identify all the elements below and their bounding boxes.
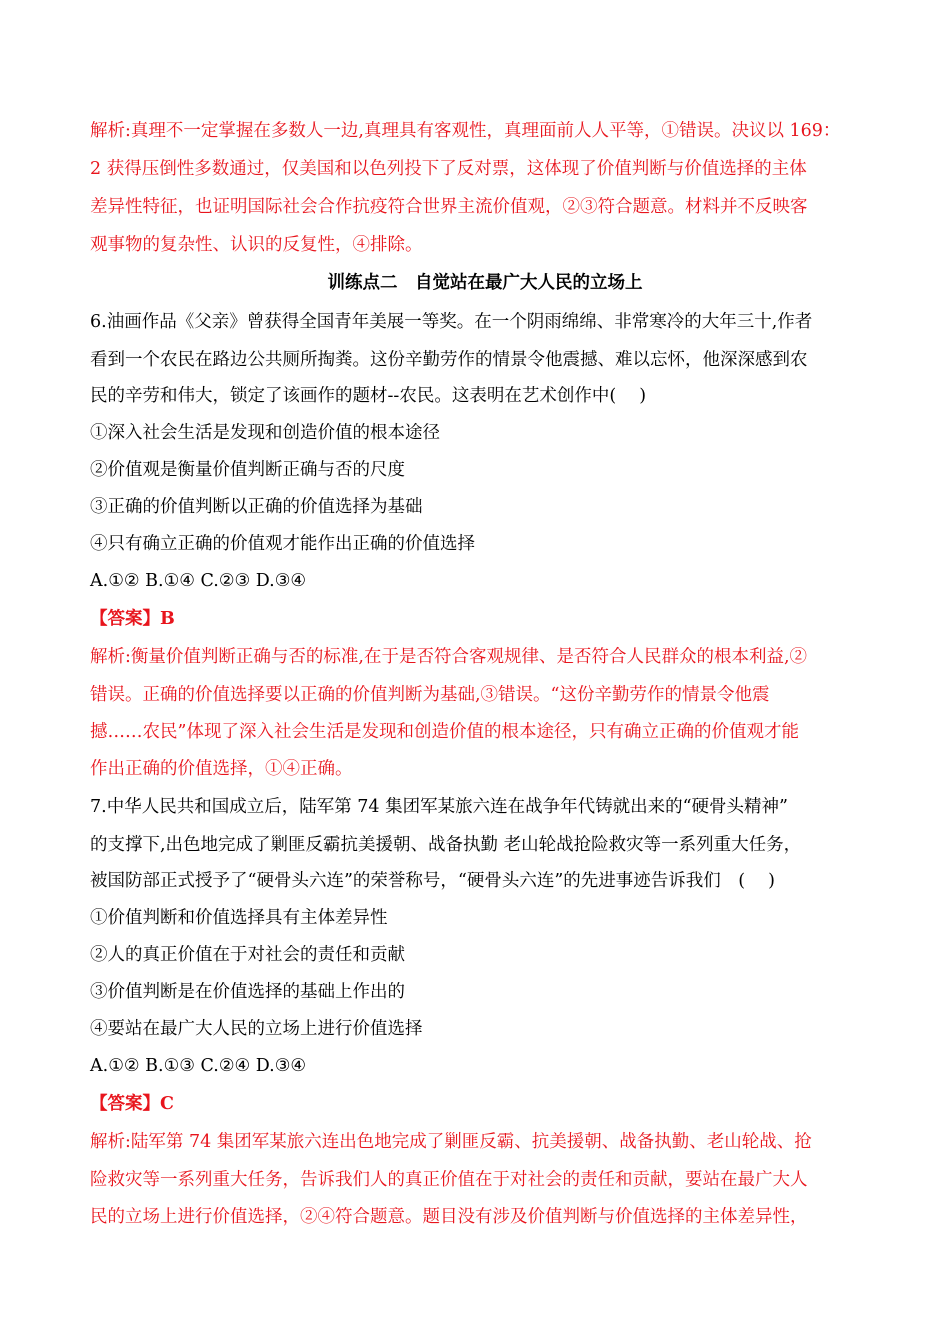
question-7-option: ③价值判断是在价值选择的基础上作出的 xyxy=(90,982,405,1002)
question-7-answer: 【答案】C xyxy=(90,1094,174,1114)
question-7-stem: 被国防部正式授予了“硬骨头六连”的荣誉称号，“硬骨头六连”的先进事迹告诉我们 ( ) xyxy=(90,871,776,891)
question-7-option: ①价值判断和价值选择具有主体差异性 xyxy=(90,908,388,928)
question-6-option: ①深入社会生活是发现和创造价值的根本途径 xyxy=(90,423,440,443)
analysis-line: 解析:真理不一定掌握在多数人一边,真理具有客观性，真理面前人人平等，①错误。决议以 169： xyxy=(90,121,841,141)
analysis-line: 2 获得压倒性多数通过，仅美国和以色列投下了反对票，这体现了价值判断与价值选择的主体 xyxy=(90,159,807,179)
analysis-line: 观事物的复杂性、认识的反复性，④排除。 xyxy=(90,235,423,255)
question-6-stem: 6.油画作品《父亲》曾获得全国青年美展一等奖。在一个阴雨绵绵、非常寒冷的大年三十,作者 xyxy=(90,312,813,332)
question-7-stem: 的支撑下,出色地完成了剿匪反霸抗美援朝、战备执勤 老山轮战抢险救灾等一系列重大任务， xyxy=(90,835,802,855)
question-7-choices: A.①② B.①③ C.②④ D.③④ xyxy=(90,1056,307,1076)
question-7-stem: 7.中华人民共和国成立后，陆军第 74 集团军某旅六连在战争年代铸就出来的“硬骨头精神” xyxy=(90,797,788,817)
question-7-option: ②人的真正价值在于对社会的责任和贡献 xyxy=(90,945,405,965)
question-6-answer: 【答案】B xyxy=(90,609,175,629)
question-6-stem: 看到一个农民在路边公共厕所掏粪。这份辛勤劳作的情景令他震撼、难以忘怀，他深深感到农 xyxy=(90,350,808,370)
question-6-stem: 民的辛劳和伟大，锁定了该画作的题材--农民。这表明在艺术创作中( ) xyxy=(90,386,647,406)
question-6-analysis: 撼……农民”体现了深入社会生活是发现和创造价值的根本途径，只有确立正确的价值观才能 xyxy=(90,722,799,742)
question-6-choices: A.①② B.①④ C.②③ D.③④ xyxy=(90,571,307,591)
question-6-analysis: 解析:衡量价值判断正确与否的标准,在于是否符合客观规律、是否符合人民群众的根本利益,② xyxy=(90,647,808,667)
question-6-option: ③正确的价值判断以正确的价值选择为基础 xyxy=(90,497,423,517)
question-6-option: ④只有确立正确的价值观才能作出正确的价值选择 xyxy=(90,534,475,554)
question-7-analysis: 险救灾等一系列重大任务，告诉我们人的真正价值在于对社会的责任和贡献，要站在最广大人 xyxy=(90,1170,808,1190)
question-7-option: ④要站在最广大人民的立场上进行价值选择 xyxy=(90,1019,423,1039)
section-heading: 训练点二 自觉站在最广大人民的立场上 xyxy=(327,273,643,293)
question-7-analysis: 解析:陆军第 74 集团军某旅六连出色地完成了剿匪反霸、抗美援朝、战备执勤、老山轮战、抢 xyxy=(90,1132,812,1152)
question-6-analysis: 作出正确的价值选择，①④正确。 xyxy=(90,759,353,779)
question-6-analysis: 错误。正确的价值选择要以正确的价值判断为基础,③错误。“这份辛勤劳作的情景令他震 xyxy=(90,685,770,705)
question-7-analysis: 民的立场上进行价值选择，②④符合题意。题目没有涉及价值判断与价值选择的主体差异性， xyxy=(90,1207,808,1227)
analysis-line: 差异性特征，也证明国际社会合作抗疫符合世界主流价值观，②③符合题意。材料并不反映客 xyxy=(90,197,808,217)
question-6-option: ②价值观是衡量价值判断正确与否的尺度 xyxy=(90,460,405,480)
